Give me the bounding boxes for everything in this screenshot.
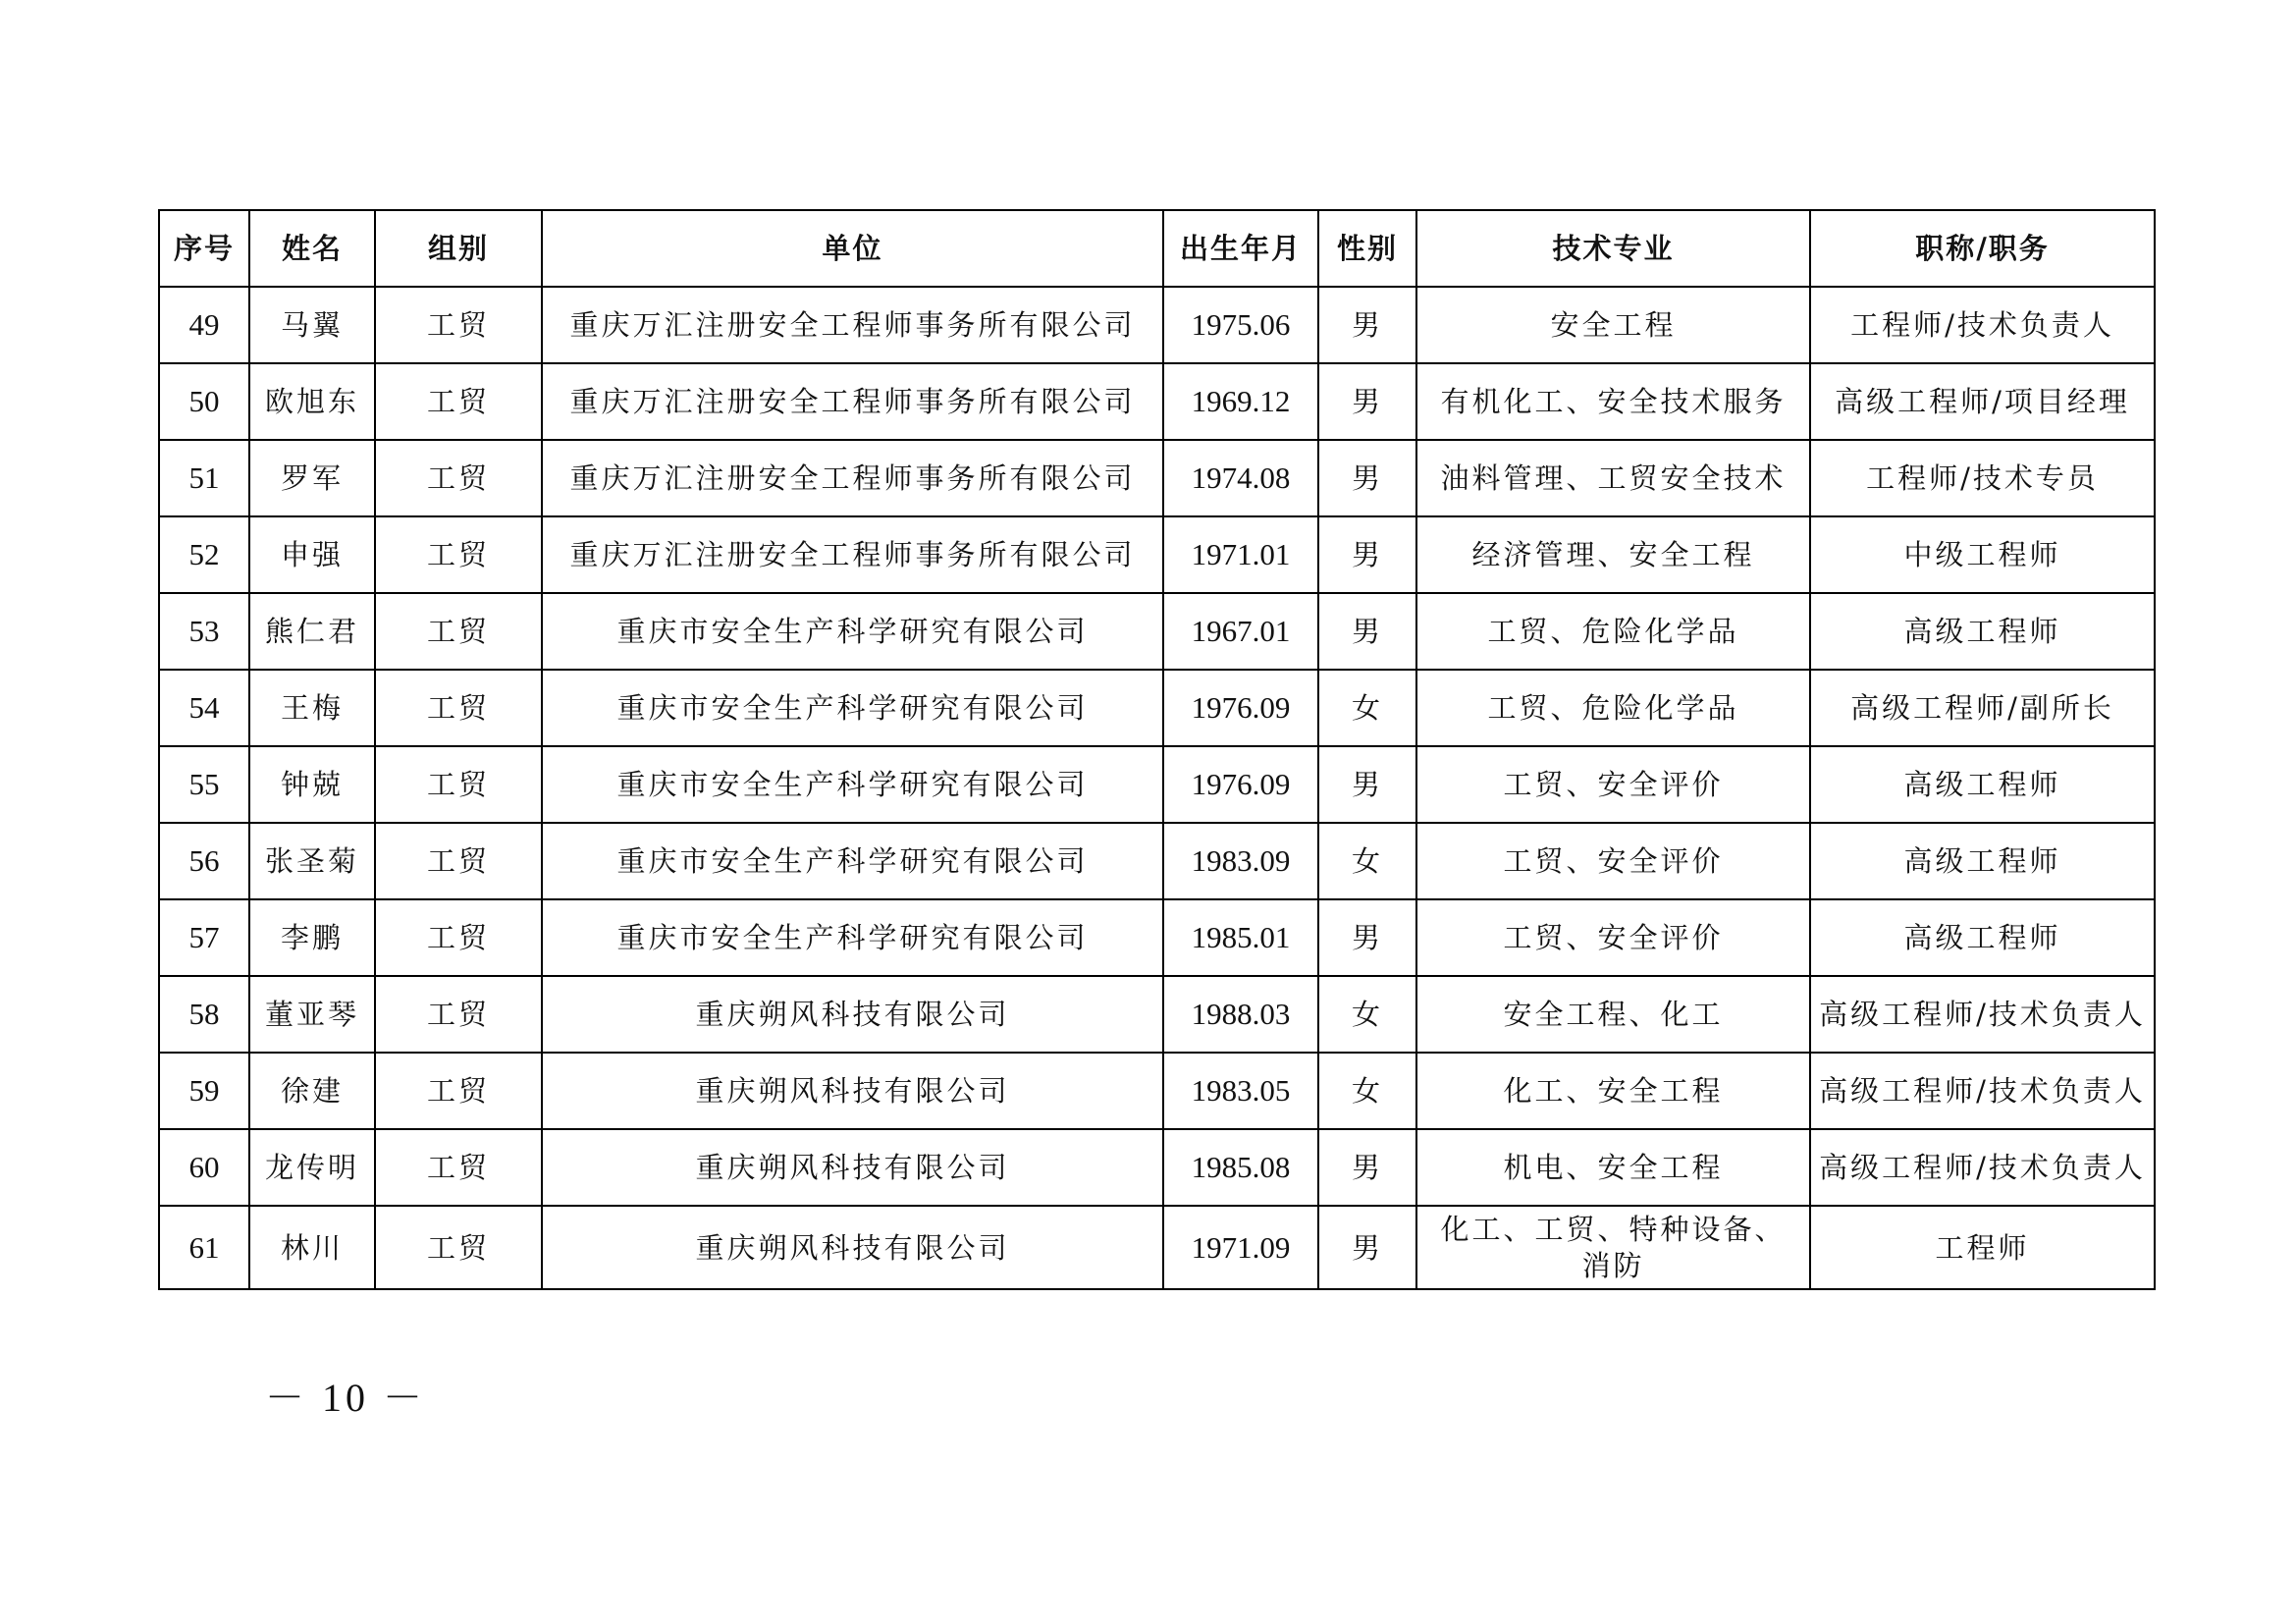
table-row [159,976,2155,1053]
cell-title: 高级工程师 [1810,899,2155,976]
cell-title: 高级工程师 [1810,593,2155,670]
cell-name: 李鹏 [249,899,375,976]
cell-name: 林川 [249,1206,375,1289]
cell-group: 工贸 [375,440,542,516]
cell-name: 欧旭东 [249,363,375,440]
cell-seq: 50 [159,363,249,440]
cell-unit: 重庆市安全生产科学研究有限公司 [542,670,1163,746]
cell-name: 张圣菊 [249,823,375,899]
cell-group: 工贸 [375,899,542,976]
cell-specialty: 工贸、危险化学品 [1416,593,1810,670]
cell-specialty: 工贸、安全评价 [1416,899,1810,976]
cell-gender: 女 [1318,976,1416,1053]
cell-gender: 男 [1318,593,1416,670]
cell-specialty: 化工、安全工程 [1416,1053,1810,1129]
cell-gender: 男 [1318,899,1416,976]
cell-name: 龙传明 [249,1129,375,1206]
table-row [159,1206,2155,1289]
cell-birth: 1971.01 [1163,516,1318,593]
cell-title: 高级工程师/副所长 [1810,670,2155,746]
cell-name: 熊仁君 [249,593,375,670]
table-row [159,670,2155,746]
cell-birth: 1983.09 [1163,823,1318,899]
cell-group: 工贸 [375,516,542,593]
cell-gender: 女 [1318,670,1416,746]
cell-name: 马翼 [249,287,375,363]
cell-unit: 重庆市安全生产科学研究有限公司 [542,593,1163,670]
header-birth: 出生年月 [1163,210,1318,287]
cell-group: 工贸 [375,670,542,746]
cell-title: 高级工程师 [1810,746,2155,823]
cell-seq: 60 [159,1129,249,1206]
cell-title: 高级工程师/项目经理 [1810,363,2155,440]
cell-group: 工贸 [375,287,542,363]
cell-specialty: 油料管理、工贸安全技术 [1416,440,1810,516]
cell-gender: 男 [1318,746,1416,823]
cell-title: 高级工程师 [1810,823,2155,899]
cell-gender: 男 [1318,440,1416,516]
table-row [159,363,2155,440]
cell-birth: 1988.03 [1163,976,1318,1053]
cell-unit: 重庆万汇注册安全工程师事务所有限公司 [542,287,1163,363]
cell-group: 工贸 [375,1053,542,1129]
cell-group: 工贸 [375,1129,542,1206]
cell-specialty: 机电、安全工程 [1416,1129,1810,1206]
cell-name: 徐建 [249,1053,375,1129]
cell-unit: 重庆市安全生产科学研究有限公司 [542,823,1163,899]
cell-gender: 男 [1318,516,1416,593]
cell-seq: 53 [159,593,249,670]
cell-unit: 重庆朔风科技有限公司 [542,1053,1163,1129]
cell-title: 中级工程师 [1810,516,2155,593]
header-title: 职称/职务 [1810,210,2155,287]
cell-seq: 58 [159,976,249,1053]
cell-seq: 57 [159,899,249,976]
cell-gender: 男 [1318,1206,1416,1289]
roster-table [158,209,2156,1290]
cell-name: 董亚琴 [249,976,375,1053]
cell-specialty: 安全工程、化工 [1416,976,1810,1053]
cell-specialty: 化工、工贸、特种设备、消防 [1416,1206,1810,1289]
page-number: － 10 － [265,1376,426,1420]
cell-specialty: 工贸、安全评价 [1416,823,1810,899]
header-name: 姓名 [249,210,375,287]
table-row [159,516,2155,593]
cell-gender: 女 [1318,1053,1416,1129]
cell-unit: 重庆万汇注册安全工程师事务所有限公司 [542,516,1163,593]
cell-title: 高级工程师/技术负责人 [1810,1129,2155,1206]
cell-name: 罗军 [249,440,375,516]
cell-title: 高级工程师/技术负责人 [1810,976,2155,1053]
table-header-row [159,210,2155,287]
cell-seq: 56 [159,823,249,899]
cell-group: 工贸 [375,593,542,670]
cell-seq: 59 [159,1053,249,1129]
header-specialty: 技术专业 [1416,210,1810,287]
cell-name: 申强 [249,516,375,593]
cell-group: 工贸 [375,823,542,899]
cell-group: 工贸 [375,363,542,440]
cell-name: 钟兢 [249,746,375,823]
cell-unit: 重庆万汇注册安全工程师事务所有限公司 [542,363,1163,440]
cell-birth: 1969.12 [1163,363,1318,440]
cell-seq: 61 [159,1206,249,1289]
cell-name: 王梅 [249,670,375,746]
cell-title: 工程师/技术负责人 [1810,287,2155,363]
header-group: 组别 [375,210,542,287]
cell-seq: 55 [159,746,249,823]
cell-birth: 1976.09 [1163,746,1318,823]
table-row [159,440,2155,516]
cell-birth: 1976.09 [1163,670,1318,746]
cell-specialty: 工贸、安全评价 [1416,746,1810,823]
header-seq: 序号 [159,210,249,287]
cell-specialty: 经济管理、安全工程 [1416,516,1810,593]
cell-birth: 1974.08 [1163,440,1318,516]
cell-specialty: 工贸、危险化学品 [1416,670,1810,746]
table-row [159,899,2155,976]
cell-group: 工贸 [375,976,542,1053]
table-row [159,593,2155,670]
cell-group: 工贸 [375,1206,542,1289]
table-row [159,1053,2155,1129]
cell-birth: 1971.09 [1163,1206,1318,1289]
cell-unit: 重庆朔风科技有限公司 [542,1206,1163,1289]
cell-gender: 男 [1318,287,1416,363]
cell-title: 工程师/技术专员 [1810,440,2155,516]
cell-unit: 重庆朔风科技有限公司 [542,976,1163,1053]
cell-gender: 女 [1318,823,1416,899]
header-unit: 单位 [542,210,1163,287]
cell-birth: 1985.01 [1163,899,1318,976]
cell-group: 工贸 [375,746,542,823]
table-row [159,1129,2155,1206]
cell-birth: 1983.05 [1163,1053,1318,1129]
cell-seq: 54 [159,670,249,746]
cell-specialty: 有机化工、安全技术服务 [1416,363,1810,440]
cell-gender: 男 [1318,363,1416,440]
header-gender: 性别 [1318,210,1416,287]
table-row [159,823,2155,899]
cell-title: 高级工程师/技术负责人 [1810,1053,2155,1129]
cell-unit: 重庆万汇注册安全工程师事务所有限公司 [542,440,1163,516]
cell-unit: 重庆市安全生产科学研究有限公司 [542,899,1163,976]
cell-seq: 51 [159,440,249,516]
cell-unit: 重庆朔风科技有限公司 [542,1129,1163,1206]
table-row [159,287,2155,363]
cell-seq: 49 [159,287,249,363]
cell-birth: 1975.06 [1163,287,1318,363]
cell-birth: 1967.01 [1163,593,1318,670]
table-row [159,746,2155,823]
cell-title: 工程师 [1810,1206,2155,1289]
cell-gender: 男 [1318,1129,1416,1206]
cell-seq: 52 [159,516,249,593]
cell-specialty: 安全工程 [1416,287,1810,363]
cell-birth: 1985.08 [1163,1129,1318,1206]
cell-unit: 重庆市安全生产科学研究有限公司 [542,746,1163,823]
